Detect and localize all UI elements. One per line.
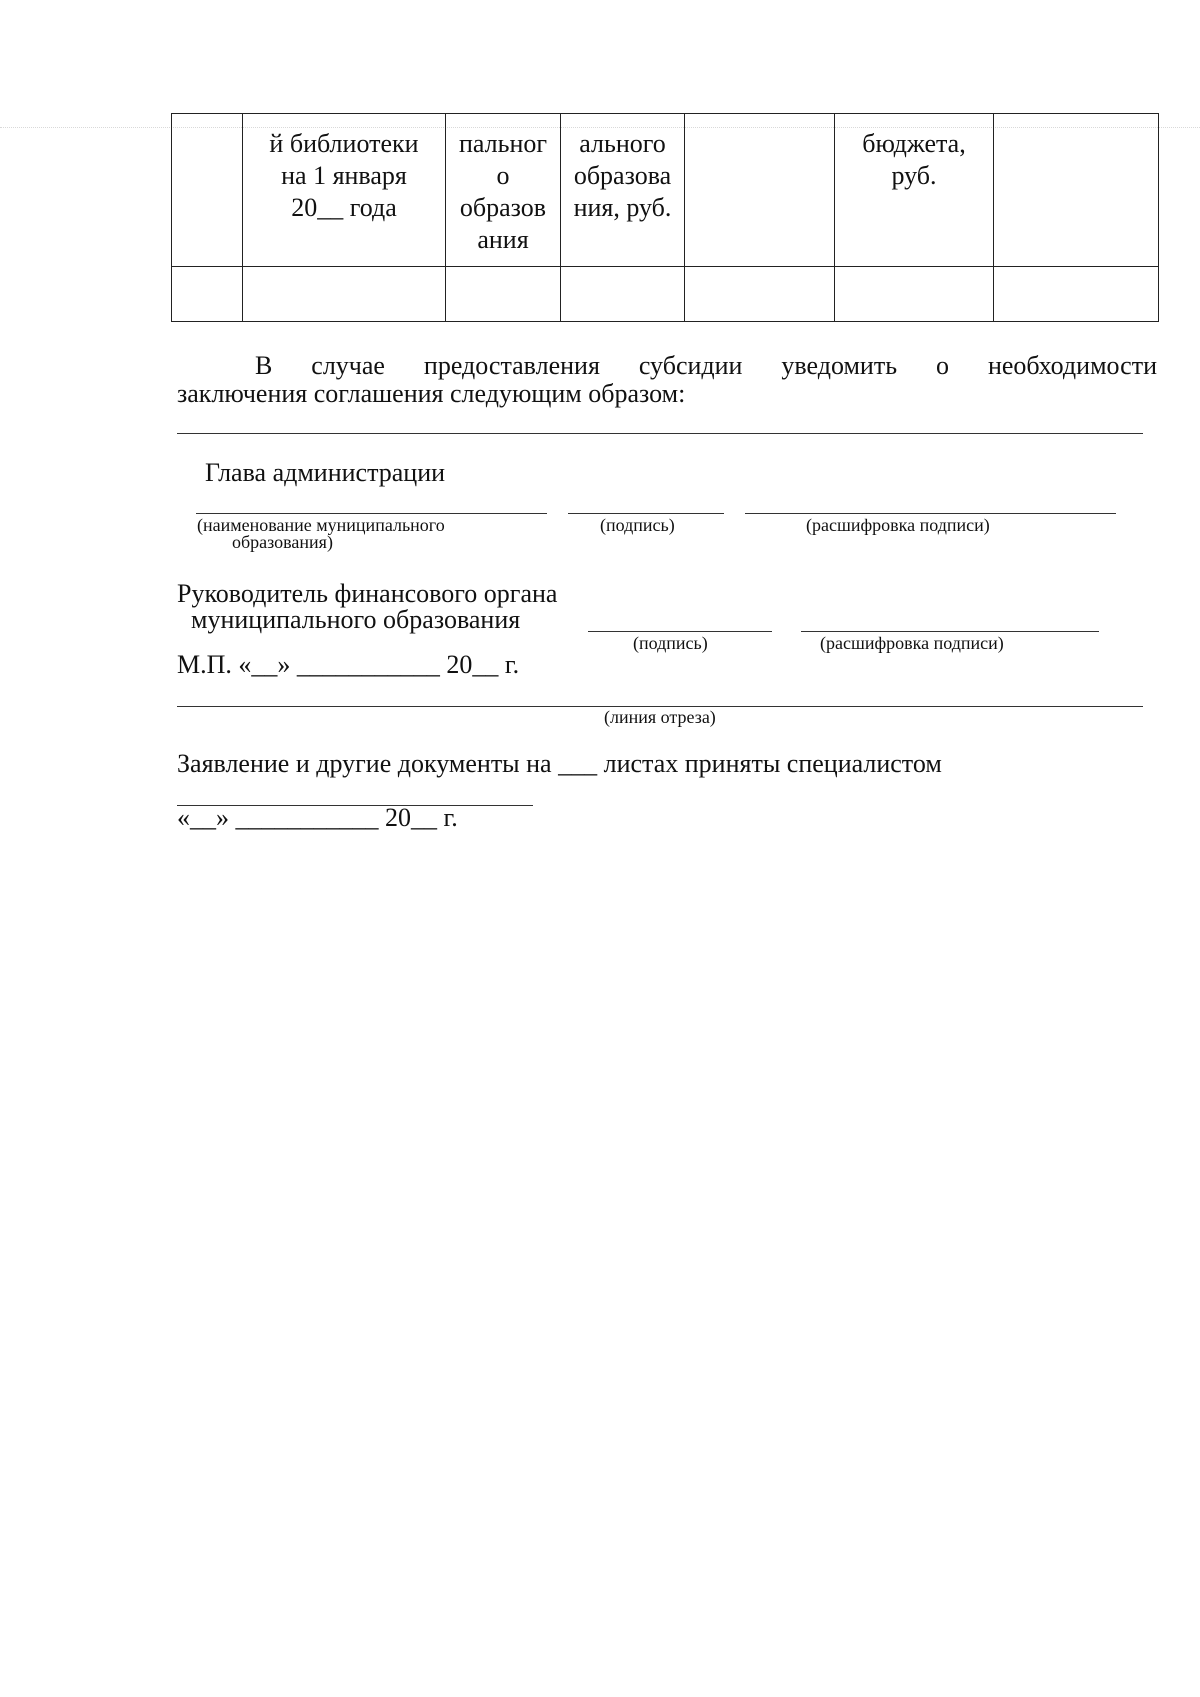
- notice-line-1: В случае предоставления субсидии уведомить о необходимости: [255, 351, 1157, 380]
- table-cell: [446, 267, 561, 322]
- table-cell: [685, 114, 835, 267]
- table-cell: [561, 267, 685, 322]
- table-cell: [172, 114, 243, 267]
- cut-line-caption: (линия отреза): [604, 707, 716, 727]
- finance-caption-decoding: (расшифровка подписи): [820, 633, 1004, 653]
- caption-municipality-name-cont: образования): [232, 532, 333, 552]
- municipality-name-line: [196, 513, 547, 514]
- caption-municipality-name: (наименование муниципального: [197, 515, 445, 535]
- receipt-date: «__» ___________ 20__ г.: [177, 803, 458, 832]
- table-cell-library: й библиотеки на 1 января 20__ года: [243, 114, 446, 267]
- finance-head-title-cont: муниципального образования: [191, 605, 521, 634]
- decoding-line: [745, 513, 1116, 514]
- caption-signature: (подпись): [600, 515, 675, 535]
- finance-head-title: Руководитель финансового органа: [177, 579, 558, 608]
- signature-line: [568, 513, 724, 514]
- table-cell-municipal: пальног о образов ания: [446, 114, 561, 267]
- caption-decoding: (расшифровка подписи): [806, 515, 990, 535]
- table-cell: [172, 267, 243, 322]
- table-cell-budget: бюджета, руб.: [835, 114, 994, 267]
- table-cell: [685, 267, 835, 322]
- finance-caption-signature: (подпись): [633, 633, 708, 653]
- finance-decoding-line: [801, 631, 1099, 632]
- budget-table: [171, 113, 1159, 322]
- table-cell: [994, 114, 1159, 267]
- notice-line-2: заключения соглашения следующим образом:: [177, 379, 686, 408]
- receipt-text: Заявление и другие документы на ___ листах приняты специалистом: [177, 749, 942, 778]
- head-of-admin-title: Глава администрации: [205, 458, 446, 487]
- table-cell: [994, 267, 1159, 322]
- table-cell: [243, 267, 446, 322]
- stamp-date: М.П. «__» ___________ 20__ г.: [177, 650, 520, 679]
- table-header-row: [172, 114, 1159, 267]
- finance-signature-line: [588, 631, 772, 632]
- notice-blank-line: [177, 433, 1143, 434]
- table-cell-education: ального образова ния, руб.: [561, 114, 685, 267]
- table-cell: [835, 267, 994, 322]
- notice-paragraph: [177, 352, 1157, 408]
- table-row: [172, 267, 1159, 322]
